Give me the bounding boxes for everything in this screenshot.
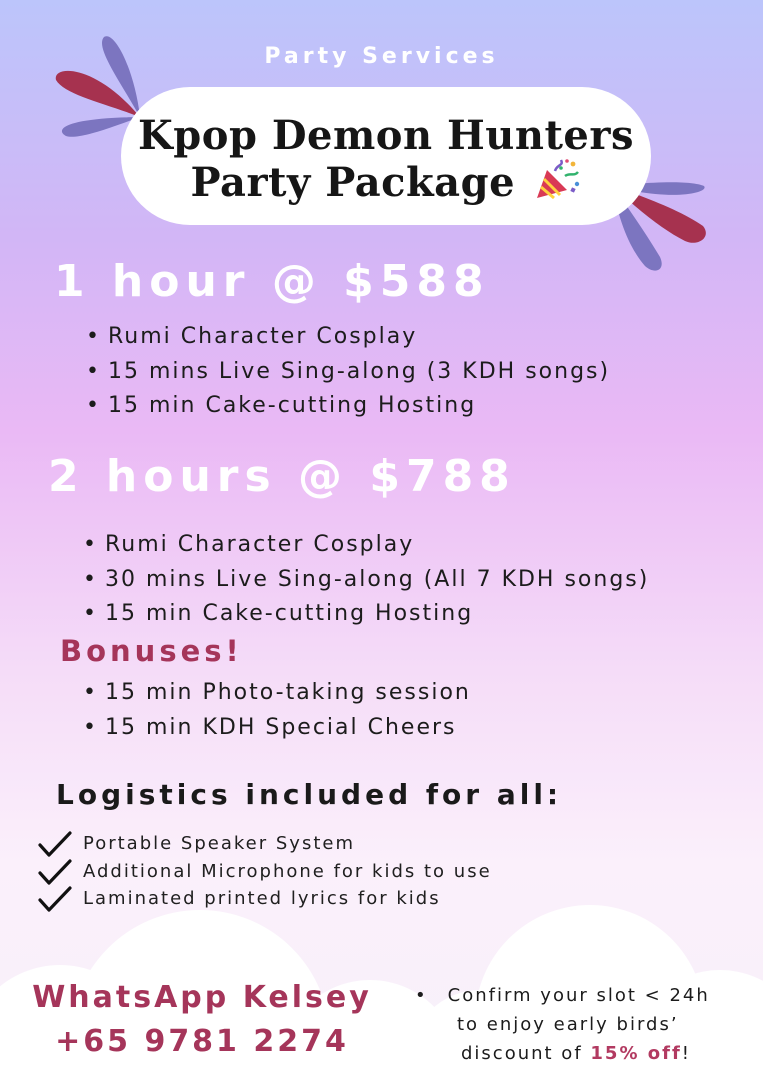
bonus-item: • 15 min KDH Special Cheers [83, 711, 471, 746]
early-bird-note [415, 981, 750, 1068]
note-line-3-prefix: discount of [461, 1043, 591, 1064]
party-popper-icon [533, 158, 581, 202]
package-2-price: 2 hours @ $788 [48, 451, 516, 502]
logistics-item-label: Additional Microphone for kids to use [83, 860, 492, 882]
title-line-2-text: Party Package [190, 159, 516, 206]
note-line-3 [415, 1039, 750, 1068]
logistics-item-label: Laminated printed lyrics for kids [83, 888, 441, 909]
logistics-item [38, 885, 492, 913]
package-2-item: • Rumi Character Cosplay [83, 528, 649, 563]
logistics-item [38, 858, 492, 886]
note-line-3-suffix: ! [681, 1043, 691, 1064]
page-title [121, 114, 651, 205]
logistics-item [38, 830, 492, 858]
package-1-item: • 15 min Cake-cutting Hosting [86, 389, 610, 424]
contact-name: WhatsApp Kelsey [32, 980, 372, 1015]
services-eyebrow: Party Services [264, 44, 499, 69]
note-line-2: to enjoy early birds’ [457, 1014, 679, 1035]
title-line-1: Kpop Demon Hunters [138, 112, 634, 159]
discount-highlight: 15% off [590, 1043, 682, 1064]
checkmark-icon [38, 858, 72, 886]
checkmark-icon [38, 830, 72, 858]
bonus-item: • 15 min Photo-taking session [83, 676, 471, 711]
title-line-2 [121, 158, 651, 205]
bonuses-heading: Bonuses! [60, 634, 243, 668]
logistics-heading: Logistics included for all: [56, 778, 563, 811]
bonuses-list [83, 676, 471, 745]
package-2-item: • 15 min Cake-cutting Hosting [83, 597, 649, 632]
package-1-item: • Rumi Character Cosplay [86, 320, 610, 355]
contact-phone: +65 9781 2274 [55, 1024, 349, 1059]
package-2-list [83, 528, 649, 632]
note-line-1: • Confirm your slot < 24h [415, 981, 750, 1010]
logistics-list [38, 830, 492, 913]
package-1-price: 1 hour @ $588 [54, 256, 490, 307]
logistics-item-label: Portable Speaker System [83, 833, 355, 854]
package-2-item: • 30 mins Live Sing-along (All 7 KDH songs) [83, 563, 649, 598]
package-1-list [86, 320, 610, 424]
checkmark-icon [38, 885, 72, 913]
package-1-item: • 15 mins Live Sing-along (3 KDH songs) [86, 355, 610, 390]
